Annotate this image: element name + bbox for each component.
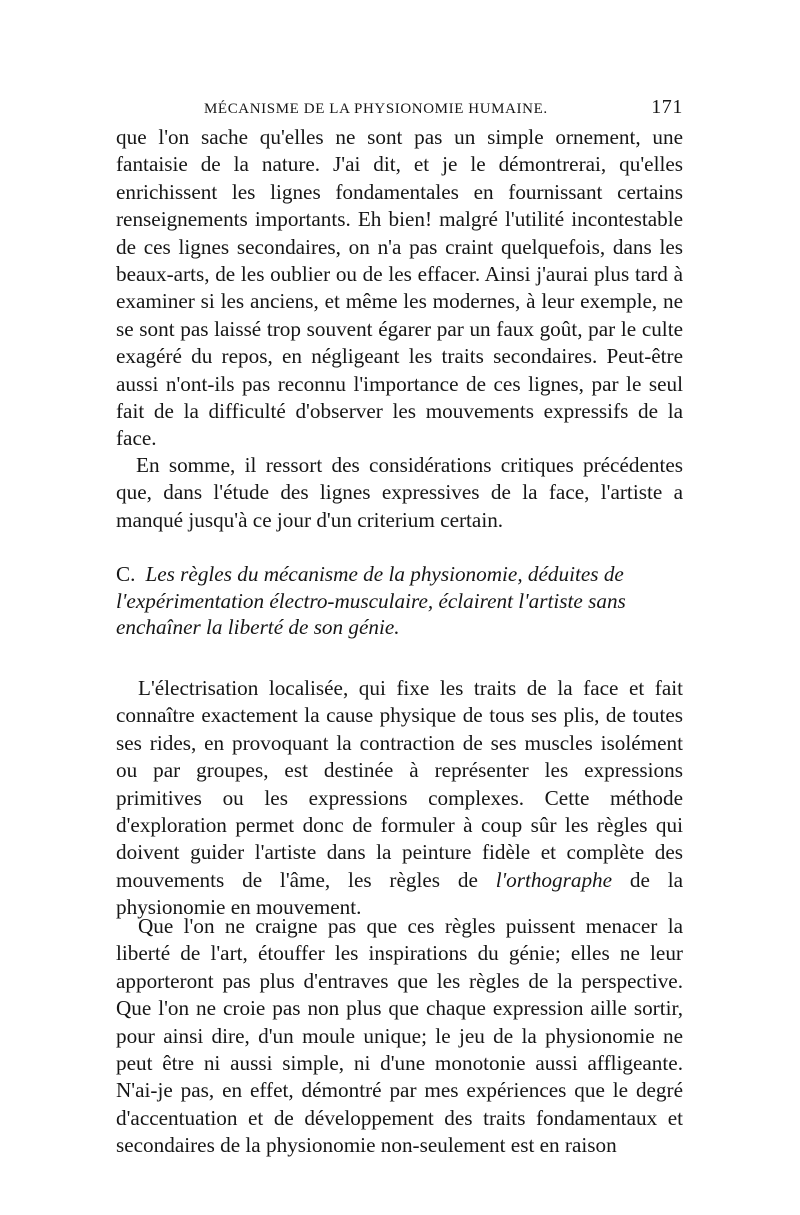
p3-emphasis: l'orthographe bbox=[495, 867, 613, 892]
paragraph-summary: En somme, il ressort des considérations critiques précédentes que, dans l'étude des lignes expressives de la face, l'artiste a manqué jusqu'à ce jour d'un criterium certain. bbox=[116, 453, 683, 532]
page-number: 171 bbox=[651, 96, 683, 118]
paragraph-electrisation bbox=[116, 675, 683, 922]
section-label: C. bbox=[116, 562, 136, 586]
section-title: Les règles du mécanisme de la physionomie, déduites de l'expérimentation électro-musculaire, éclairent l'artiste sans enchaîner la liberté de son génie. bbox=[116, 562, 626, 639]
section-heading bbox=[116, 561, 683, 641]
paragraph-liberty: Que l'on ne craigne pas que ces règles puissent menacer la liberté de l'art, étouffer les inspirations du génie; elles ne leur apporteront pas plus d'entraves que les règles de la perspective. Que l'on ne croie pas non plus que chaque expression aille sortir, pour ainsi dire, d'un moule unique; le jeu de la physionomie ne peut être ni aussi simple, ni d'une monotonie aussi affligeante. N'ai-je pas, en effet, démontré par mes expériences que le degré d'accentuation et de développement des traits fondamentaux et secondaires de la physionomie non-seulement est en raison bbox=[116, 914, 683, 1158]
running-title: MÉCANISME DE LA PHYSIONOMIE HUMAINE. bbox=[204, 101, 548, 117]
paragraph-continued: que l'on sache qu'elles ne sont pas un simple ornement, une fantaisie de la nature. J'ai dit, et je le démontrerai, qu'elles enrichissent les lignes fondamentales en fournissant certains renseignements importants. Eh bien! malgré l'utilité incontestable de ces lignes secondaires, on n'a pas craint quelquefois, dans les beaux-arts, de les oublier ou de les effacer. Ainsi j'aurai plus tard à examiner si les anciens, et même les modernes, à leur exemple, ne se sont pas laissé trop souvent égarer par un faux goût, par le culte exagéré du repos, en négligeant les traits secondaires. Peut-être aussi n'ont-ils pas reconnu l'importance de ces lignes, par le seul fait de la difficulté d'observer les mouvements expressifs de la face. bbox=[116, 125, 683, 451]
p3-text-before: L'électrisation localisée, qui fixe les traits de la face et fait connaître exactement la cause physique de tous ses plis, de toutes ses rides, en provoquant la contraction de ses muscles isolément ou par groupes, est destinée à représenter les expressions primitives ou les expressions complexes. Cette méthode d'exploration permet donc de formuler à coup sûr les règles qui doivent guider l'artiste dans la peinture fidèle et complète des mouvements de l'âme, les règles de bbox=[116, 676, 683, 892]
p3-text-after: de la physionomie en mouvement. bbox=[116, 867, 683, 920]
